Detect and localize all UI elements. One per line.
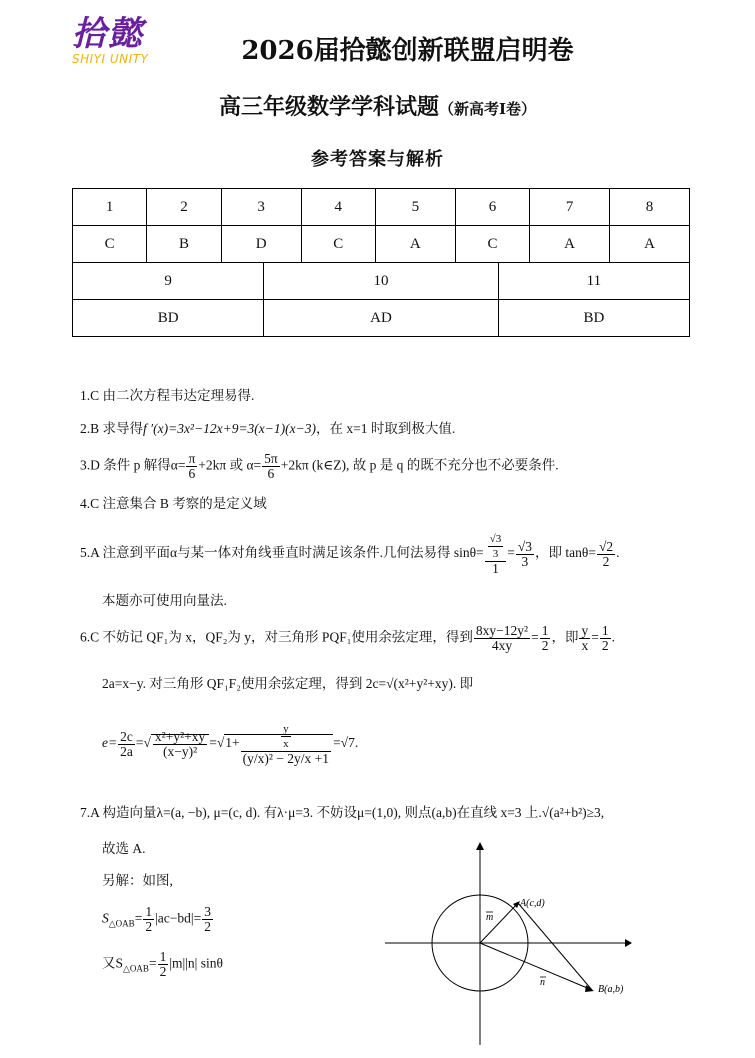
solution-6-eccentricity: e= $\frac{2c}{2a}$ =√ $\frac{\text{x²+y²+xy}}{\text{(x−y)²}}$ =√1+ $\frac{\frac{y}{x}}{\text{(y/x)² − 2y/x +1}}$ =√7.: [102, 723, 359, 766]
table-row: [73, 226, 690, 263]
exam-subtitle-note: （新高考Ⅰ卷）: [438, 100, 537, 118]
solution-2: 2.B 求导得f ′(x)=3x²−12x+9=3(x−1)(x−3)，在 x=1 时取到极大值.: [80, 421, 456, 436]
exam-subtitle: 高三年级数学学科试题（新高考Ⅰ卷）: [218, 94, 537, 120]
vector-n: [480, 943, 592, 990]
vector-figure: [380, 840, 640, 1050]
answer-cell: C: [301, 226, 375, 263]
question-number: 9: [73, 263, 264, 300]
table-row: [73, 189, 690, 226]
answer-cell: C: [455, 226, 529, 263]
solution-7-area-1: $S_{\triangle OAB}=$ $\frac{1}{2}$ |ac−bd|= $\frac{3}{2}$: [102, 904, 211, 934]
y-axis-arrow: [476, 842, 484, 850]
section-title: 参考答案与解析: [311, 149, 444, 170]
solution-5-note: 本题亦可使用向量法.: [102, 593, 227, 608]
question-number: 6: [455, 189, 529, 226]
answer-cell: BD: [498, 300, 689, 337]
solution-7-conclusion: 故选 A.: [102, 841, 146, 856]
solution-7-alt: 另解：如图,: [102, 873, 173, 888]
table-row: [73, 263, 690, 300]
question-number: 1: [73, 189, 147, 226]
page-title: 2026届拾懿创新联盟启明卷: [241, 36, 574, 66]
solution-6-line2: 2a=x−y. 对三角形 QF₁F₂使用余弦定理，得到 2c=√(x²+y²+xy). 即: [102, 676, 474, 691]
question-number: 3: [221, 189, 301, 226]
answer-table-2: [72, 262, 690, 337]
answer-cell: C: [73, 226, 147, 263]
answer-cell: A: [375, 226, 455, 263]
answer-cell: A: [530, 226, 610, 263]
answer-cell: D: [221, 226, 301, 263]
solution-3: 3.D 条件 p 解得α= $\frac{\pi}{6}$ +2kπ 或 α= $\frac{5\pi}{6}$ +2kπ (k∈Z), 故 p 是 q 的既不充分也不必要条件.: [80, 451, 559, 481]
question-number: 2: [147, 189, 221, 226]
solution-7: 7.A 构造向量λ=(a, −b), μ=(c, d). 有λ·μ=3. 不妨设μ=(1,0), 则点(a,b)在直线 x=3 上.√(a²+b²)≥3,: [80, 805, 605, 820]
question-number: 11: [498, 263, 689, 300]
answer-cell: B: [147, 226, 221, 263]
question-number: 7: [530, 189, 610, 226]
label-n: n: [540, 977, 545, 988]
vector-m: [480, 903, 518, 943]
solution-7-area-2: 又$S_{\triangle OAB}=$ $\frac{1}{2}$ |m||n| sinθ: [102, 949, 223, 979]
solution-5: 5.A 注意到平面α与某一体对角线垂直时满足该条件.几何法易得 sinθ= $\frac{\frac{√3}{3}}{1}$ = $\frac{√3}{3}$ ，即 tanθ= $\frac{√2}{2}$ .: [80, 533, 620, 576]
question-number: 8: [610, 189, 690, 226]
label-b: B(a,b): [598, 984, 624, 995]
answer-cell: AD: [264, 300, 498, 337]
table-row: [73, 300, 690, 337]
x-axis-arrow: [625, 939, 632, 947]
question-number: 10: [264, 263, 498, 300]
logo-subtitle: SHIYI UNITY: [72, 52, 149, 66]
answer-cell: A: [610, 226, 690, 263]
label-a: A(c,d): [520, 898, 545, 909]
answer-cell: BD: [73, 300, 264, 337]
solution-4: 4.C 注意集合 B 考察的是定义域: [80, 496, 267, 511]
solution-1: 1.C 由二次方程韦达定理易得.: [80, 388, 255, 403]
answer-table-1: [72, 188, 690, 263]
logo-mark: 拾懿: [72, 14, 144, 54]
solution-6: 6.C 不妨记 QF₁为 x，QF₂为 y，对三角形 PQF₁使用余弦定理，得到 $\frac{\text{8xy−12y²}}{4xy}$ = $\frac{1}{2}$ ，即 $\frac{y}{x}$ = $\frac{1}{2}$ .: [80, 623, 615, 653]
label-m: m: [486, 912, 494, 923]
question-number: 5: [375, 189, 455, 226]
segment-ab: [518, 903, 592, 990]
question-number: 4: [301, 189, 375, 226]
